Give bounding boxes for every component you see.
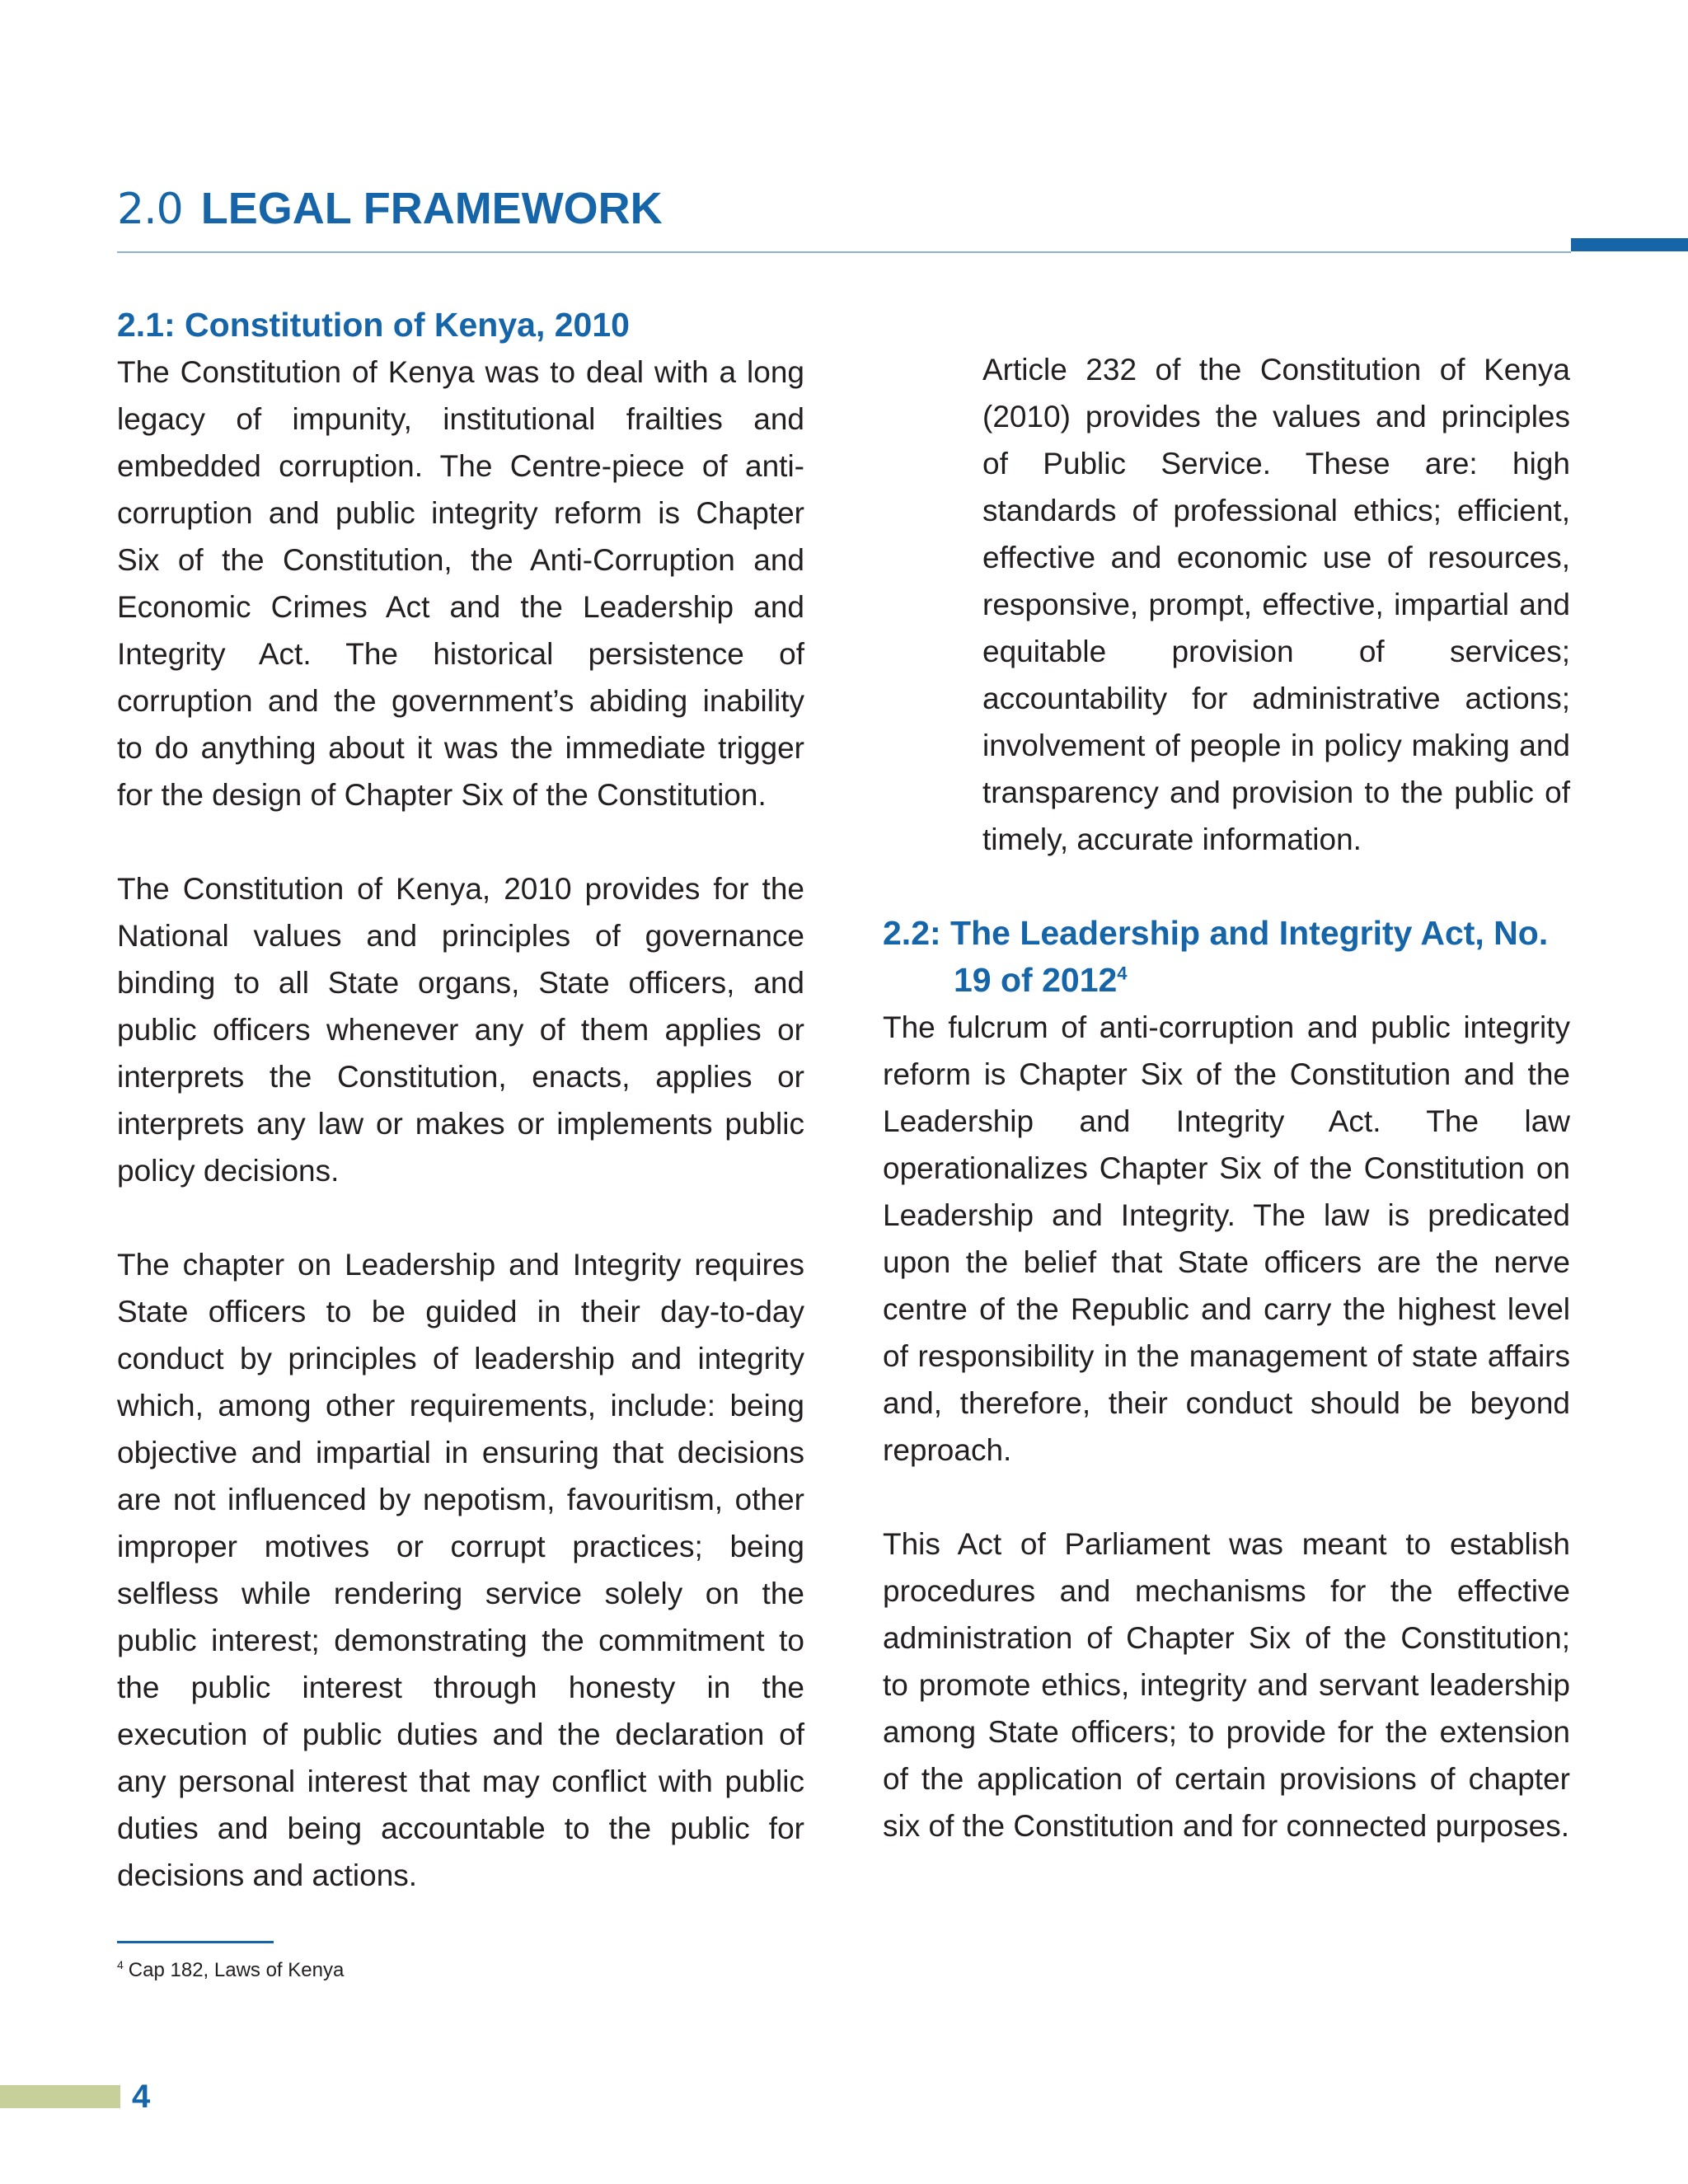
footnote	[117, 1957, 344, 1985]
heading-leadership-integrity-act-text: 2.2: The Leadership and Integrity Act, No. 19 of 2012	[883, 914, 1549, 999]
footnote-rule	[117, 1941, 274, 1943]
footnote-reference[interactable]: 4	[1117, 963, 1128, 984]
left-column	[117, 302, 804, 1899]
page-number: 4	[132, 2079, 151, 2115]
header-rule	[117, 251, 1571, 253]
section-number: 2.0	[117, 185, 183, 234]
right-column	[883, 346, 1570, 1849]
footnote-marker: 4	[117, 1958, 124, 1971]
paragraph-fulcrum: The fulcrum of anti-corruption and public integrity reform is Chapter Six of the Constitution and the Leadership and Integrity Act. The law operationalizes Chapter Six of the Constitution on Leadership and Integrity. The law is predicated upon the belief that State officers are the nerve centre of the Republic and carry the highest level of responsibility in the management of state affairs and, therefore, their conduct should be beyond reproach.	[883, 1010, 1570, 1467]
header-accent-bar	[1571, 238, 1688, 251]
paragraph-leadership-chapter: The chapter on Leadership and Integrity requires State officers to be guided in their day-to-day conduct by principles of leadership and integrity which, among other requirements, include: being objective and impartial in ensuring that decisions are not influenced by nepotism, favouritism, other improper motives or corrupt practices; being selfless while rendering service solely on the public interest; demonstrating the commitment to the public interest through honesty in the execution of public duties and the declaration of any personal interest that may conflict with public duties and being accountable to the public for decisions and actions.	[117, 1248, 804, 1892]
paragraph-national-values: The Constitution of Kenya, 2010 provides for the National values and principles of governance binding to all State organs, State officers, and public officers whenever any of them applies or interprets the Constitution, enacts, applies or interprets any law or makes or implements public policy decisions.	[117, 872, 804, 1188]
heading-constitution-of-kenya: 2.1: Constitution of Kenya, 2010	[117, 306, 630, 344]
section-title: LEGAL FRAMEWORK	[200, 184, 663, 233]
page-number-bar	[0, 2085, 120, 2108]
paragraph-article-232: Article 232 of the Constitution of Kenya (2010) provides the values and principles of Public Service. These are: high standards of professional ethics; efficient, effective and economic use of resources, responsive, prompt, effective, impartial and equitable provision of services; accountability for administrative actions; involvement of people in policy making and transparency and provision to the public of timely, accurate information.	[982, 353, 1570, 856]
paragraph-act-of-parliament: This Act of Parliament was meant to establish procedures and mechanisms for the effective administration of Chapter Six of the Constitution; to promote ethics, integrity and servant leadership among State officers; to provide for the extension of the application of certain provisions of chapter six of the Constitution and for connected purposes.	[883, 1527, 1570, 1843]
heading-leadership-integrity-act	[883, 910, 1570, 1004]
page-header	[117, 183, 663, 241]
paragraph-constitution-legacy: The Constitution of Kenya was to deal with a long legacy of impunity, institutional frailties and embedded corruption. The Centre-piece of anti-corruption and public integrity reform is Chapter Six of the Constitution, the Anti-Corruption and Economic Crimes Act and the Leadership and Integrity Act. The historical persistence of corruption and the government’s abiding inability to do anything about it was the immediate trigger for the design of Chapter Six of the Constitution.	[117, 355, 804, 812]
footnote-text: Cap 182, Laws of Kenya	[128, 1959, 345, 1981]
